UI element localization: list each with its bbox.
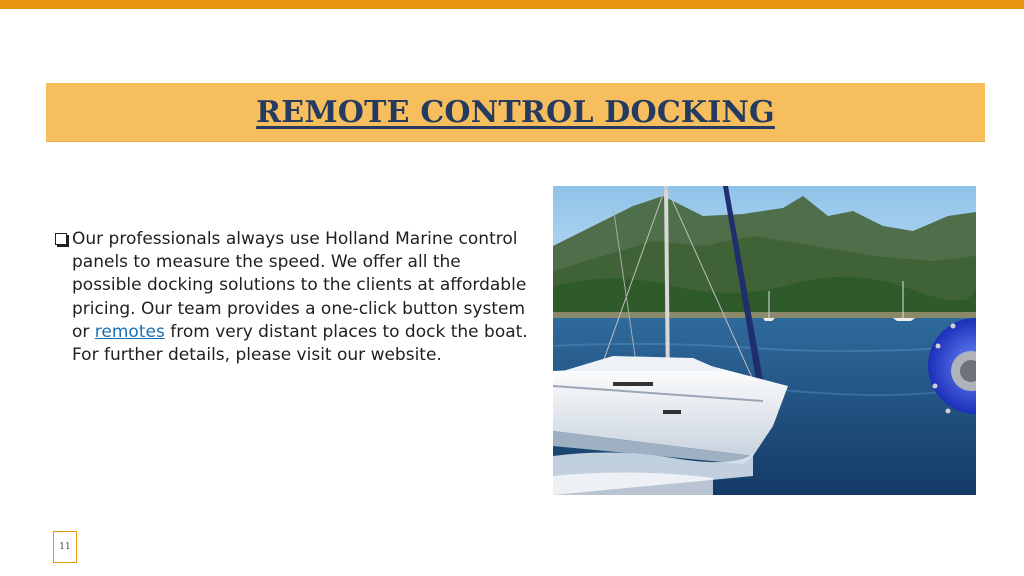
slide-title: REMOTE CONTROL DOCKING xyxy=(256,94,775,130)
paragraph-text-after-link: from very distant places to dock the boat. For further details, please visit our website. xyxy=(72,321,528,366)
bullet-item xyxy=(55,228,535,367)
top-accent-bar xyxy=(0,0,1024,9)
sailboat-photo xyxy=(553,186,976,495)
paragraph-text-before-link: Our professionals always use Holland Marine control panels to measure the speed. We offer all the possible docking solutions to the clients at affordable pricing. Our team provides a one-click button system or xyxy=(72,229,527,342)
remotes-link[interactable]: remotes xyxy=(94,321,165,342)
page-number-box xyxy=(53,531,77,563)
page-number: 11 xyxy=(59,542,71,552)
body-text xyxy=(55,228,535,367)
title-band xyxy=(46,83,985,142)
bullet-paragraph xyxy=(72,228,535,367)
checkbox-bullet-icon xyxy=(55,233,67,245)
